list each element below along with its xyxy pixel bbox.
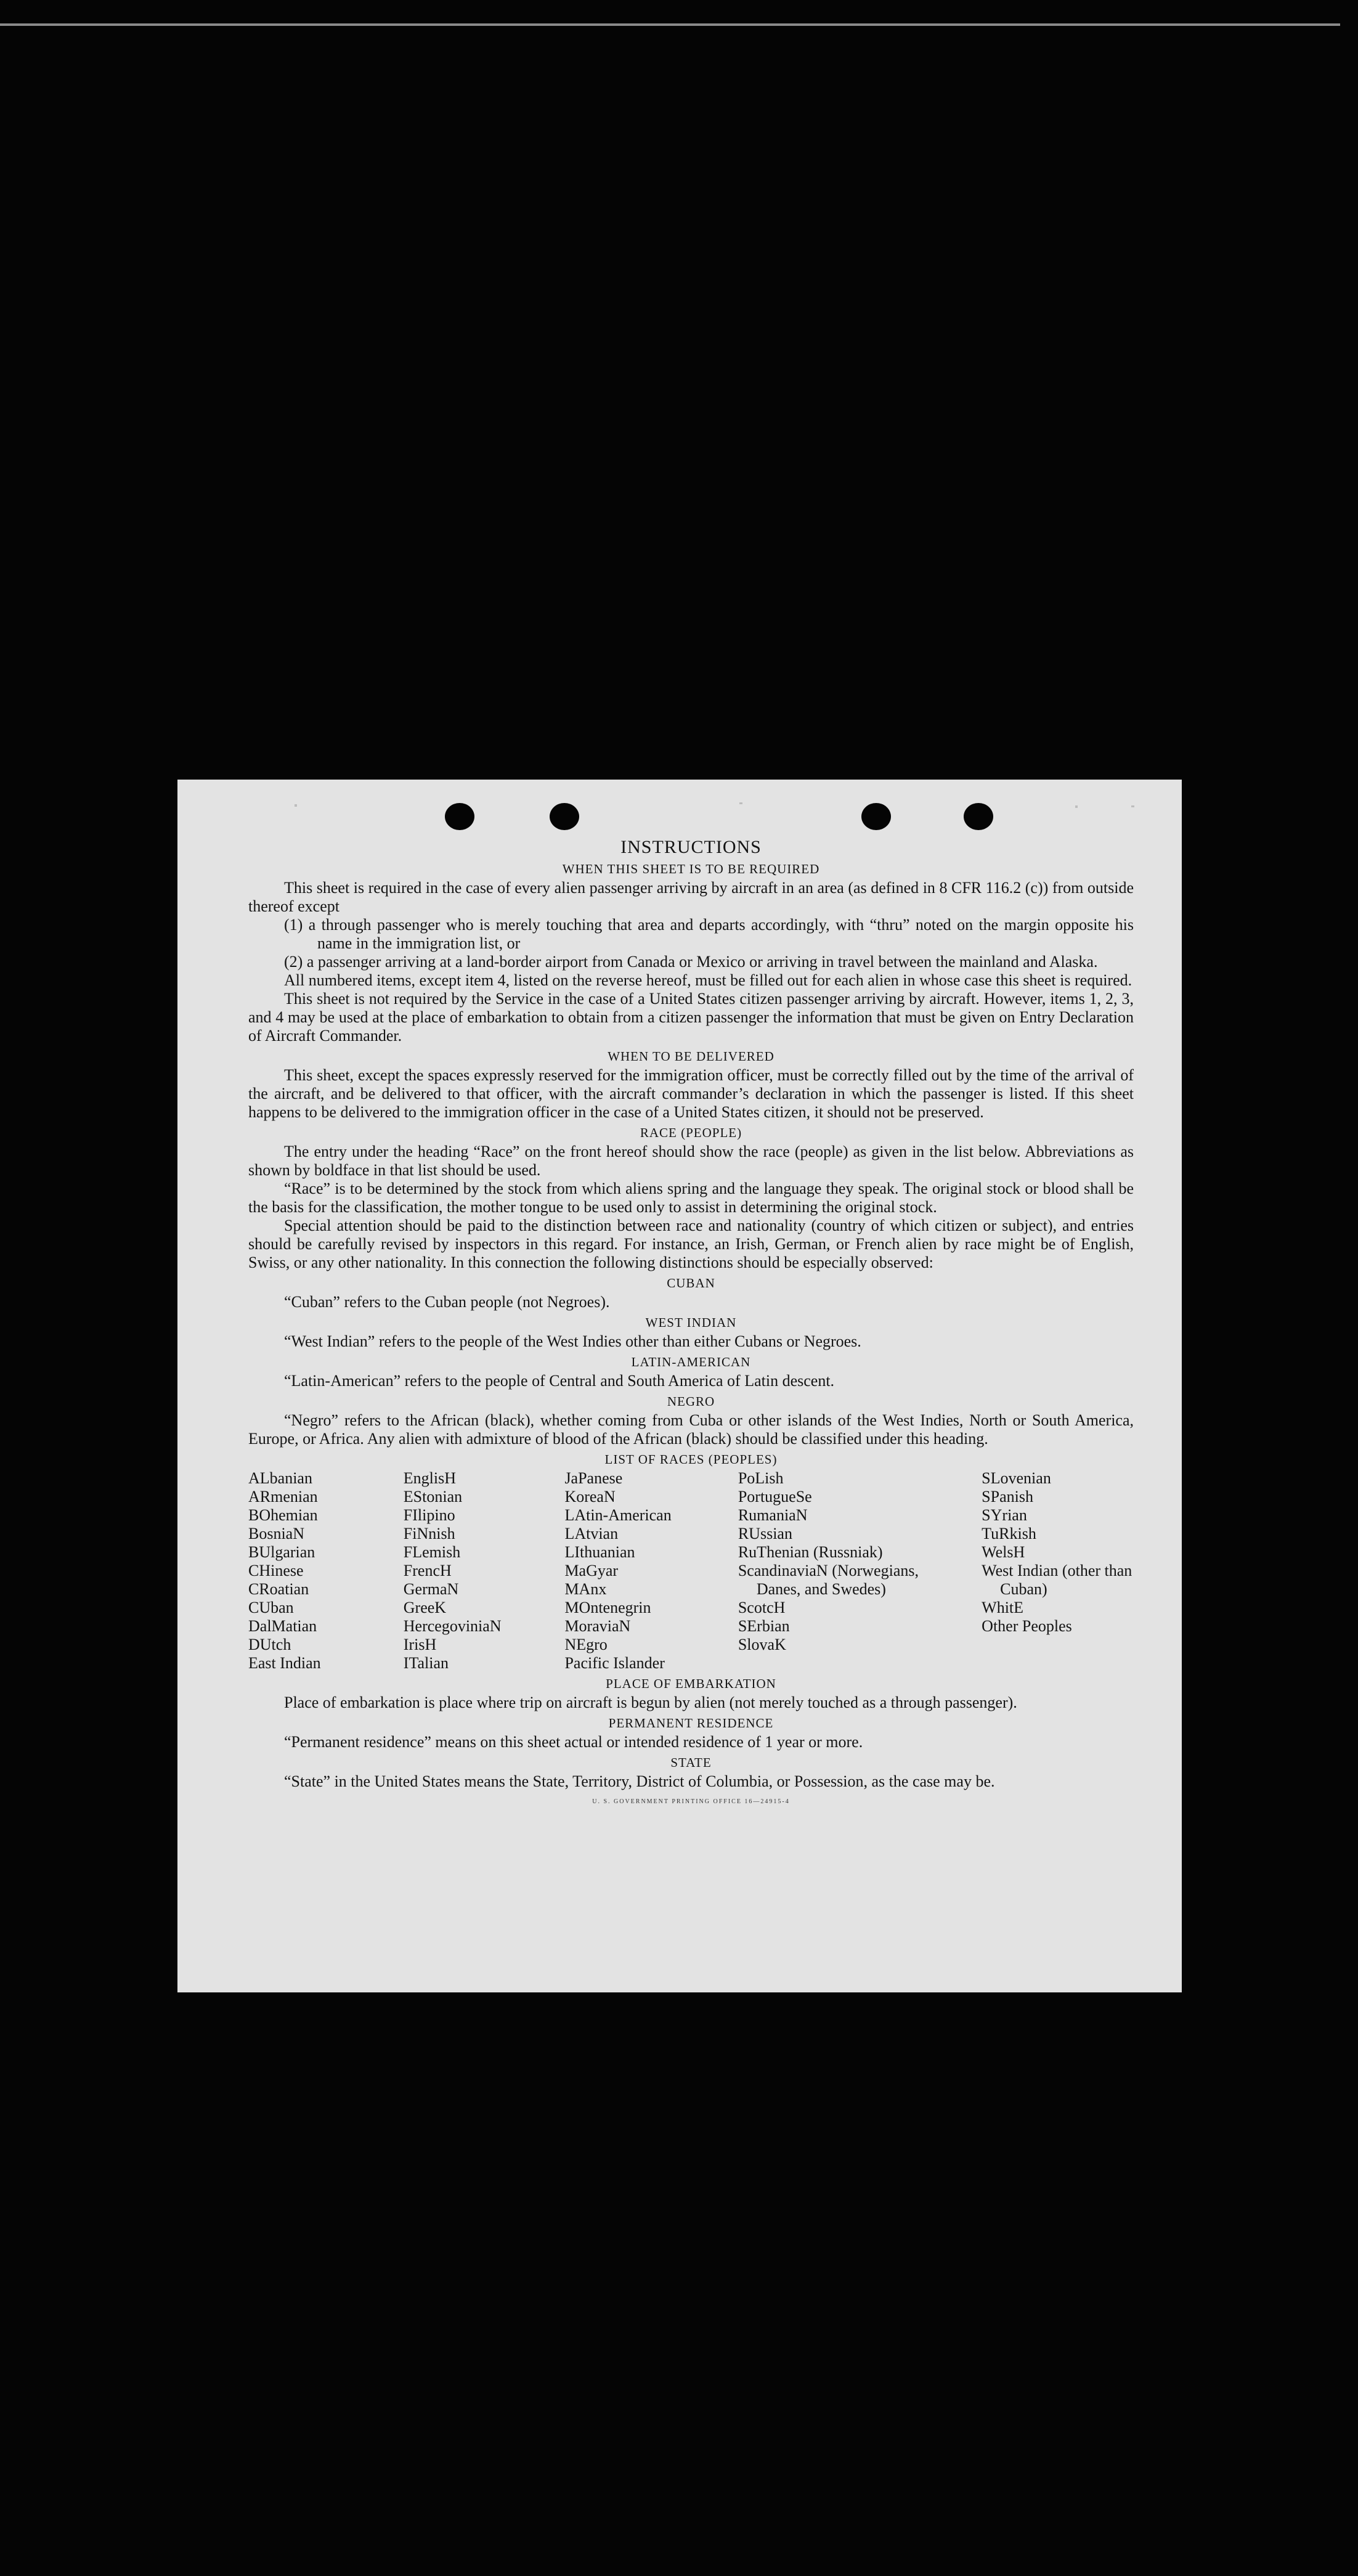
section-heading-negro: NEGRO [667,1394,715,1409]
race-entry: Other Peoples [982,1617,1072,1635]
paragraph: “State” in the United States means the State, Territory, District of Columbia, or Possession, as the case may be. [284,1772,995,1790]
instruction-sheet [177,780,1182,1992]
race-entry: FiNnish [403,1525,455,1543]
race-list-column [564,1469,738,1673]
paragraph: “Permanent residence” means on this sheet actual or intended residence of 1 year or more. [284,1733,863,1751]
race-entry: CRoatian [248,1580,309,1598]
race-entry: ScandinaviaN (Norwegians, Danes, and Swedes) [738,1562,919,1598]
numbered-item: (2) a passenger arriving at a land-border airport from Canada or Mexico or arriving in travel between the mainland and Alaska. [284,953,1098,971]
race-list-column [738,1469,982,1673]
race-entry: GermaN [403,1580,459,1598]
race-entry: LIthuanian [564,1543,635,1561]
paragraph: All numbered items, except item 4, listed on the reverse hereof, must be filled out for each alien in whose case this sheet is required. [284,971,1132,989]
race-entry: FrencH [403,1562,452,1579]
race-list-column [248,1469,404,1673]
race-entry: KoreaN [564,1488,616,1506]
speck [1131,805,1134,807]
race-entry: LAtvian [564,1525,619,1543]
punch-hole [861,803,891,830]
race-entry: EStonian [403,1488,463,1506]
race-entry: RumaniaN [738,1506,808,1524]
section-heading-permanent-residence: PERMANENT RESIDENCE [608,1716,774,1730]
race-entry: HercegoviniaN [403,1617,502,1635]
paragraph: The entry under the heading “Race” on the front hereof should show the race (people) as given in the list below. Abbreviations as shown by boldface in that list should be used. [248,1143,1134,1179]
section-heading-race: RACE (PEOPLE) [640,1125,742,1140]
race-entry: BOhemian [248,1506,318,1524]
numbered-item: (1) a through passenger who is merely touching that area and departs accordingly, with “thru” noted on the margin opposite his name in the immigration list, or [284,916,1134,952]
paragraph: This sheet is not required by the Service in the case of a United States citizen passenger arriving by aircraft. However, items 1, 2, 3, and 4 may be used at the place of embarkation to obtain from a citizen passenger the information that must be given on Entry Declaration of Aircraft Commander. [248,990,1134,1045]
section-heading-cuban: CUBAN [667,1276,715,1290]
race-entry: LAtin-American [564,1506,672,1524]
section-heading-place-of-embarkation: PLACE OF EMBARKATION [606,1676,776,1691]
race-entry: MOntenegrin [564,1599,651,1616]
race-list [248,1469,1134,1673]
section-heading-when-delivered: WHEN TO BE DELIVERED [608,1049,775,1064]
race-entry: SErbian [738,1617,790,1635]
race-entry: MAnx [564,1580,607,1598]
punch-hole [445,803,474,830]
race-entry: MaGyar [564,1562,619,1579]
paragraph: Place of embarkation is place where trip on aircraft is begun by alien (not merely touched as a through passenger). [284,1694,1017,1711]
section-heading-west-indian: WEST INDIAN [645,1315,737,1330]
paragraph: “Negro” refers to the African (black), whether coming from Cuba or other islands of the West Indies, North or South America, Europe, or Africa. Any alien with admixture of blood of the African (black) should be classified under this heading. [248,1411,1134,1448]
race-entry: PoLish [738,1469,784,1487]
paragraph: This sheet, except the spaces expressly reserved for the immigration officer, must be correctly filled out by the time of the arrival of the aircraft, and be delivered to that officer, with the aircraft commander’s declaration in which the passenger is listed. If this sheet happens to be delivered to the immigration officer in the case of a United States citizen, it should not be preserved. [248,1066,1134,1121]
race-entry: EnglisH [403,1469,457,1487]
punch-hole [550,803,579,830]
sheet-content [248,837,1134,1805]
top-rule [0,23,1340,26]
race-entry: SlovaK [738,1636,786,1653]
race-entry: CUban [248,1599,294,1616]
race-entry: GreeK [403,1599,447,1616]
race-list-column [982,1469,1134,1673]
race-entry: JaPanese [564,1469,623,1487]
race-entry: NEgro [564,1636,608,1653]
race-entry: PortugueSe [738,1488,812,1506]
speck [1075,805,1078,808]
speck [739,802,742,804]
punch-hole [964,803,993,830]
paragraph: Special attention should be paid to the distinction between race and nationality (country of which citizen or subject), and entries should be carefully revised by inspectors in this regard. For instance, an Irish, German, or French alien by race might be of English, Swiss, or any other nationality. In this connection the following distinctions should be especially observed: [248,1217,1134,1271]
race-entry: TuRkish [982,1525,1036,1543]
race-entry: IrisH [403,1636,437,1653]
section-heading-latin-american: LATIN-AMERICAN [631,1355,751,1369]
race-entry: WhitE [982,1599,1024,1616]
race-entry: RUssian [738,1525,792,1543]
section-heading-state: STATE [670,1755,712,1770]
paragraph: “Race” is to be determined by the stock from which aliens spring and the language they speak. The original stock or blood shall be the basis for the classification, the mother tongue to be used only to assist in determining the original stock. [248,1180,1134,1216]
race-entry: West Indian (other than Cuban) [982,1562,1132,1598]
race-entry: East Indian [248,1654,321,1672]
page-title: INSTRUCTIONS [620,837,762,857]
paragraph: “Latin-American” refers to the people of Central and South America of Latin descent. [284,1372,835,1390]
race-list-column [404,1469,565,1673]
paragraph: “Cuban” refers to the Cuban people (not Negroes). [284,1293,610,1311]
race-entry: SLovenian [982,1469,1051,1487]
race-entry: SPanish [982,1488,1033,1506]
race-entry: WelsH [982,1543,1025,1561]
race-entry: FIlipino [403,1506,455,1524]
race-entry: BosniaN [248,1525,304,1543]
paragraph: This sheet is required in the case of every alien passenger arriving by aircraft in an area (as defined in 8 CFR 116.2 (c)) from outside thereof except [248,879,1134,915]
race-entry: ALbanian [248,1469,312,1487]
paragraph: “West Indian” refers to the people of the West Indies other than either Cubans or Negroes. [284,1332,861,1350]
race-entry: ARmenian [248,1488,318,1506]
race-entry: CHinese [248,1562,304,1579]
race-entry: ITalian [403,1654,449,1672]
section-heading-list-of-races: LIST OF RACES (PEOPLES) [604,1452,778,1467]
section-heading-when-required: WHEN THIS SHEET IS TO BE REQUIRED [562,862,820,876]
race-entry: SYrian [982,1506,1027,1524]
race-entry: ScotcH [738,1599,786,1616]
race-entry: BUlgarian [248,1543,315,1561]
race-entry: DUtch [248,1636,291,1653]
speck [295,804,297,807]
printer-imprint: U. S. GOVERNMENT PRINTING OFFICE 16—24915-4 [592,1798,790,1805]
race-entry: MoraviaN [564,1617,631,1635]
race-entry: FLemish [403,1543,461,1561]
race-entry: DalMatian [248,1617,317,1635]
race-entry: Pacific Islander [564,1654,665,1672]
race-entry: RuThenian (Russniak) [738,1543,883,1561]
